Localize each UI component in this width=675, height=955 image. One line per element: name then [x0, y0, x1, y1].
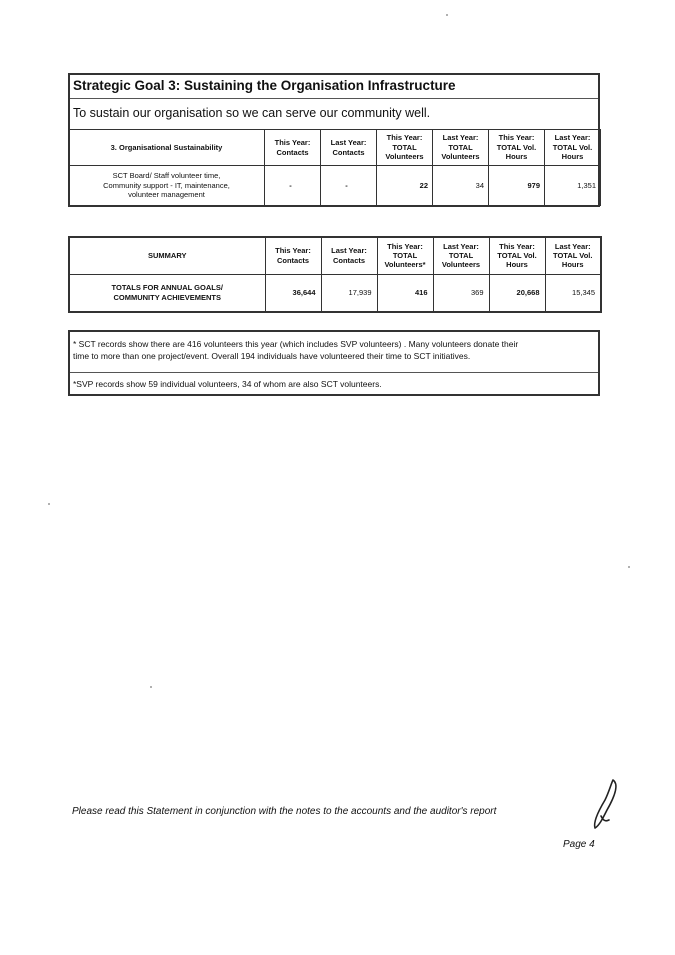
cell-this-year-volunteers: 22	[377, 166, 433, 206]
cell-this-year-hours: 979	[489, 166, 545, 206]
summary-table	[68, 236, 602, 313]
scan-speck	[48, 503, 50, 505]
summary-title: SUMMARY	[69, 237, 265, 274]
cell-last-year-volunteers: 34	[433, 166, 489, 206]
cell-last-year-contacts: 17,939	[321, 274, 377, 312]
header-last-year-hours: Last Year: TOTAL Vol. Hours	[545, 237, 601, 274]
goal-subtitle: To sustain our organisation so we can serve our community well.	[73, 106, 431, 120]
notes-box	[68, 330, 600, 396]
cell-this-year-contacts: 36,644	[265, 274, 321, 312]
cell-this-year-volunteers: 416	[377, 274, 433, 312]
header-last-year-contacts: Last Year: Contacts	[321, 130, 377, 166]
page-number: Page 4	[563, 839, 595, 850]
cell-this-year-hours: 20,668	[489, 274, 545, 312]
footer-statement: Please read this Statement in conjunction with the notes to the accounts and the auditor's report	[72, 806, 497, 817]
header-this-year-hours: This Year: TOTAL Vol. Hours	[489, 130, 545, 166]
note-svp-volunteers: *SVP records show 59 individual volunteers, 34 of whom are also SCT volunteers.	[73, 379, 382, 389]
header-this-year-contacts: This Year: Contacts	[265, 237, 321, 274]
scan-speck	[628, 566, 630, 568]
note-sct-volunteers: * SCT records show there are 416 volunteers this year (which includes SVP volunteers) . Many volunteers donate their time to more than one project/event. Overall 194 individuals have volunteered their time to SCT initiatives.	[73, 339, 519, 362]
header-last-year-volunteers: Last Year: TOTAL Volunteers	[433, 130, 489, 166]
goal-divider	[70, 98, 598, 99]
cell-this-year-contacts: -	[265, 166, 321, 206]
header-this-year-volunteers: This Year: TOTAL Volunteers*	[377, 237, 433, 274]
goal-title: Strategic Goal 3: Sustaining the Organisation Infrastructure	[73, 78, 456, 93]
sustainability-table	[68, 129, 601, 206]
cell-last-year-hours: 15,345	[545, 274, 601, 312]
cell-last-year-hours: 1,351	[545, 166, 601, 206]
header-this-year-volunteers: This Year: TOTAL Volunteers	[377, 130, 433, 166]
header-this-year-contacts: This Year: Contacts	[265, 130, 321, 166]
section-label: 3. Organisational Sustainability	[69, 130, 265, 166]
table-row	[69, 274, 601, 312]
header-last-year-hours: Last Year: TOTAL Vol. Hours	[545, 130, 601, 166]
notes-divider	[70, 372, 598, 373]
table-header-row	[69, 237, 601, 274]
signature-mark	[585, 776, 625, 832]
header-this-year-hours: This Year: TOTAL Vol. Hours	[489, 237, 545, 274]
row-description: SCT Board/ Staff volunteer time, Community support - IT, maintenance, volunteer management	[69, 166, 265, 206]
header-last-year-volunteers: Last Year: TOTAL Volunteers	[433, 237, 489, 274]
scan-speck	[446, 14, 448, 16]
table-row	[69, 166, 601, 206]
scan-speck	[150, 686, 152, 688]
cell-last-year-volunteers: 369	[433, 274, 489, 312]
totals-label: TOTALS FOR ANNUAL GOALS/ COMMUNITY ACHIEVEMENTS	[69, 274, 265, 312]
header-last-year-contacts: Last Year: Contacts	[321, 237, 377, 274]
table-header-row	[69, 130, 601, 166]
cell-last-year-contacts: -	[321, 166, 377, 206]
